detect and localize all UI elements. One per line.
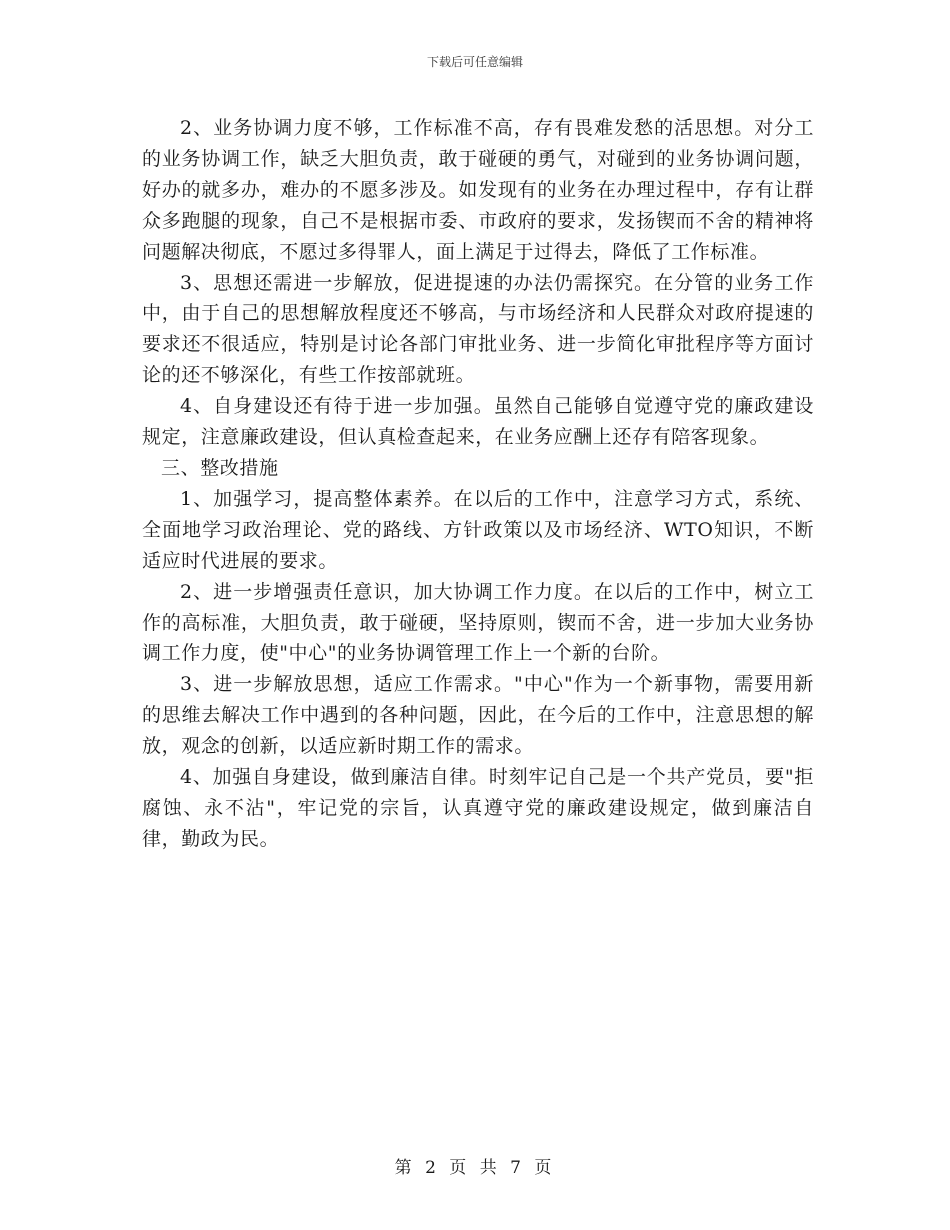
paragraph-measure-1: 1、加强学习，提高整体素养。在以后的工作中，注意学习方式，系统、全面地学习政治理论、党的路线、方针政策以及市场经济、WTO知识，不断适应时代进展的要求。 [142,487,814,572]
paragraph-issue-3: 3、思想还需进一步解放，促进提速的办法仍需探究。在分管的业务工作中，由于自己的思想解放程度还不够高，与市场经济和人民群众对政府提速的要求还不很适应，特别是讨论各部门审批业务、进一步简化审批程序等方面讨论的还不够深化，有些工作按部就班。 [142,271,814,387]
paragraph-issue-4: 4、自身建设还有待于进一步加强。虽然自己能够自觉遵守党的廉政建设规定，注意廉政建设，但认真检查起来，在业务应酬上还存有陪客现象。 [142,395,814,449]
page-header: 下载后可任意编辑 [426,55,523,69]
page-number: 第 2 页 共 7 页 [394,1158,556,1178]
paragraph-measure-2: 2、进一步增强责任意识，加大协调工作力度。在以后的工作中，树立工作的高标准，大胆负责，敢于碰硬，坚持原则，锲而不舍，进一步加大业务协调工作力度，使"中心"的业务协调管理工作上一个新的台阶。 [142,580,814,665]
document-body [142,113,814,855]
section-heading: 三、整改措施 [161,456,279,479]
paragraph-issue-2: 2、业务协调力度不够，工作标准不高，存有畏难发愁的活思想。对分工的业务协调工作，缺乏大胆负责，敢于碰硬的勇气，对碰到的业务协调问题，好办的就多办，难办的不愿多涉及。如发现有的业务在办理过程中，存有让群众多跑腿的现象，自己不是根据市委、市政府的要求，发扬锲而不舍的精神将问题解决彻底，不愿过多得罪人，面上满足于过得去，降低了工作标准。 [142,117,814,263]
paragraph-measure-4: 4、加强自身建设，做到廉洁自律。时刻牢记自己是一个共产党员，要"拒腐蚀、永不沾"，牢记党的宗旨，认真遵守党的廉政建设规定，做到廉洁自律，勤政为民。 [142,766,814,850]
paragraph-measure-3: 3、进一步解放思想，适应工作需求。"中心"作为一个新事物，需要用新的思维去解决工作中遇到的各种问题，因此，在今后的工作中，注意思想的解放，观念的创新，以适应新时期工作的需求。 [142,673,814,758]
